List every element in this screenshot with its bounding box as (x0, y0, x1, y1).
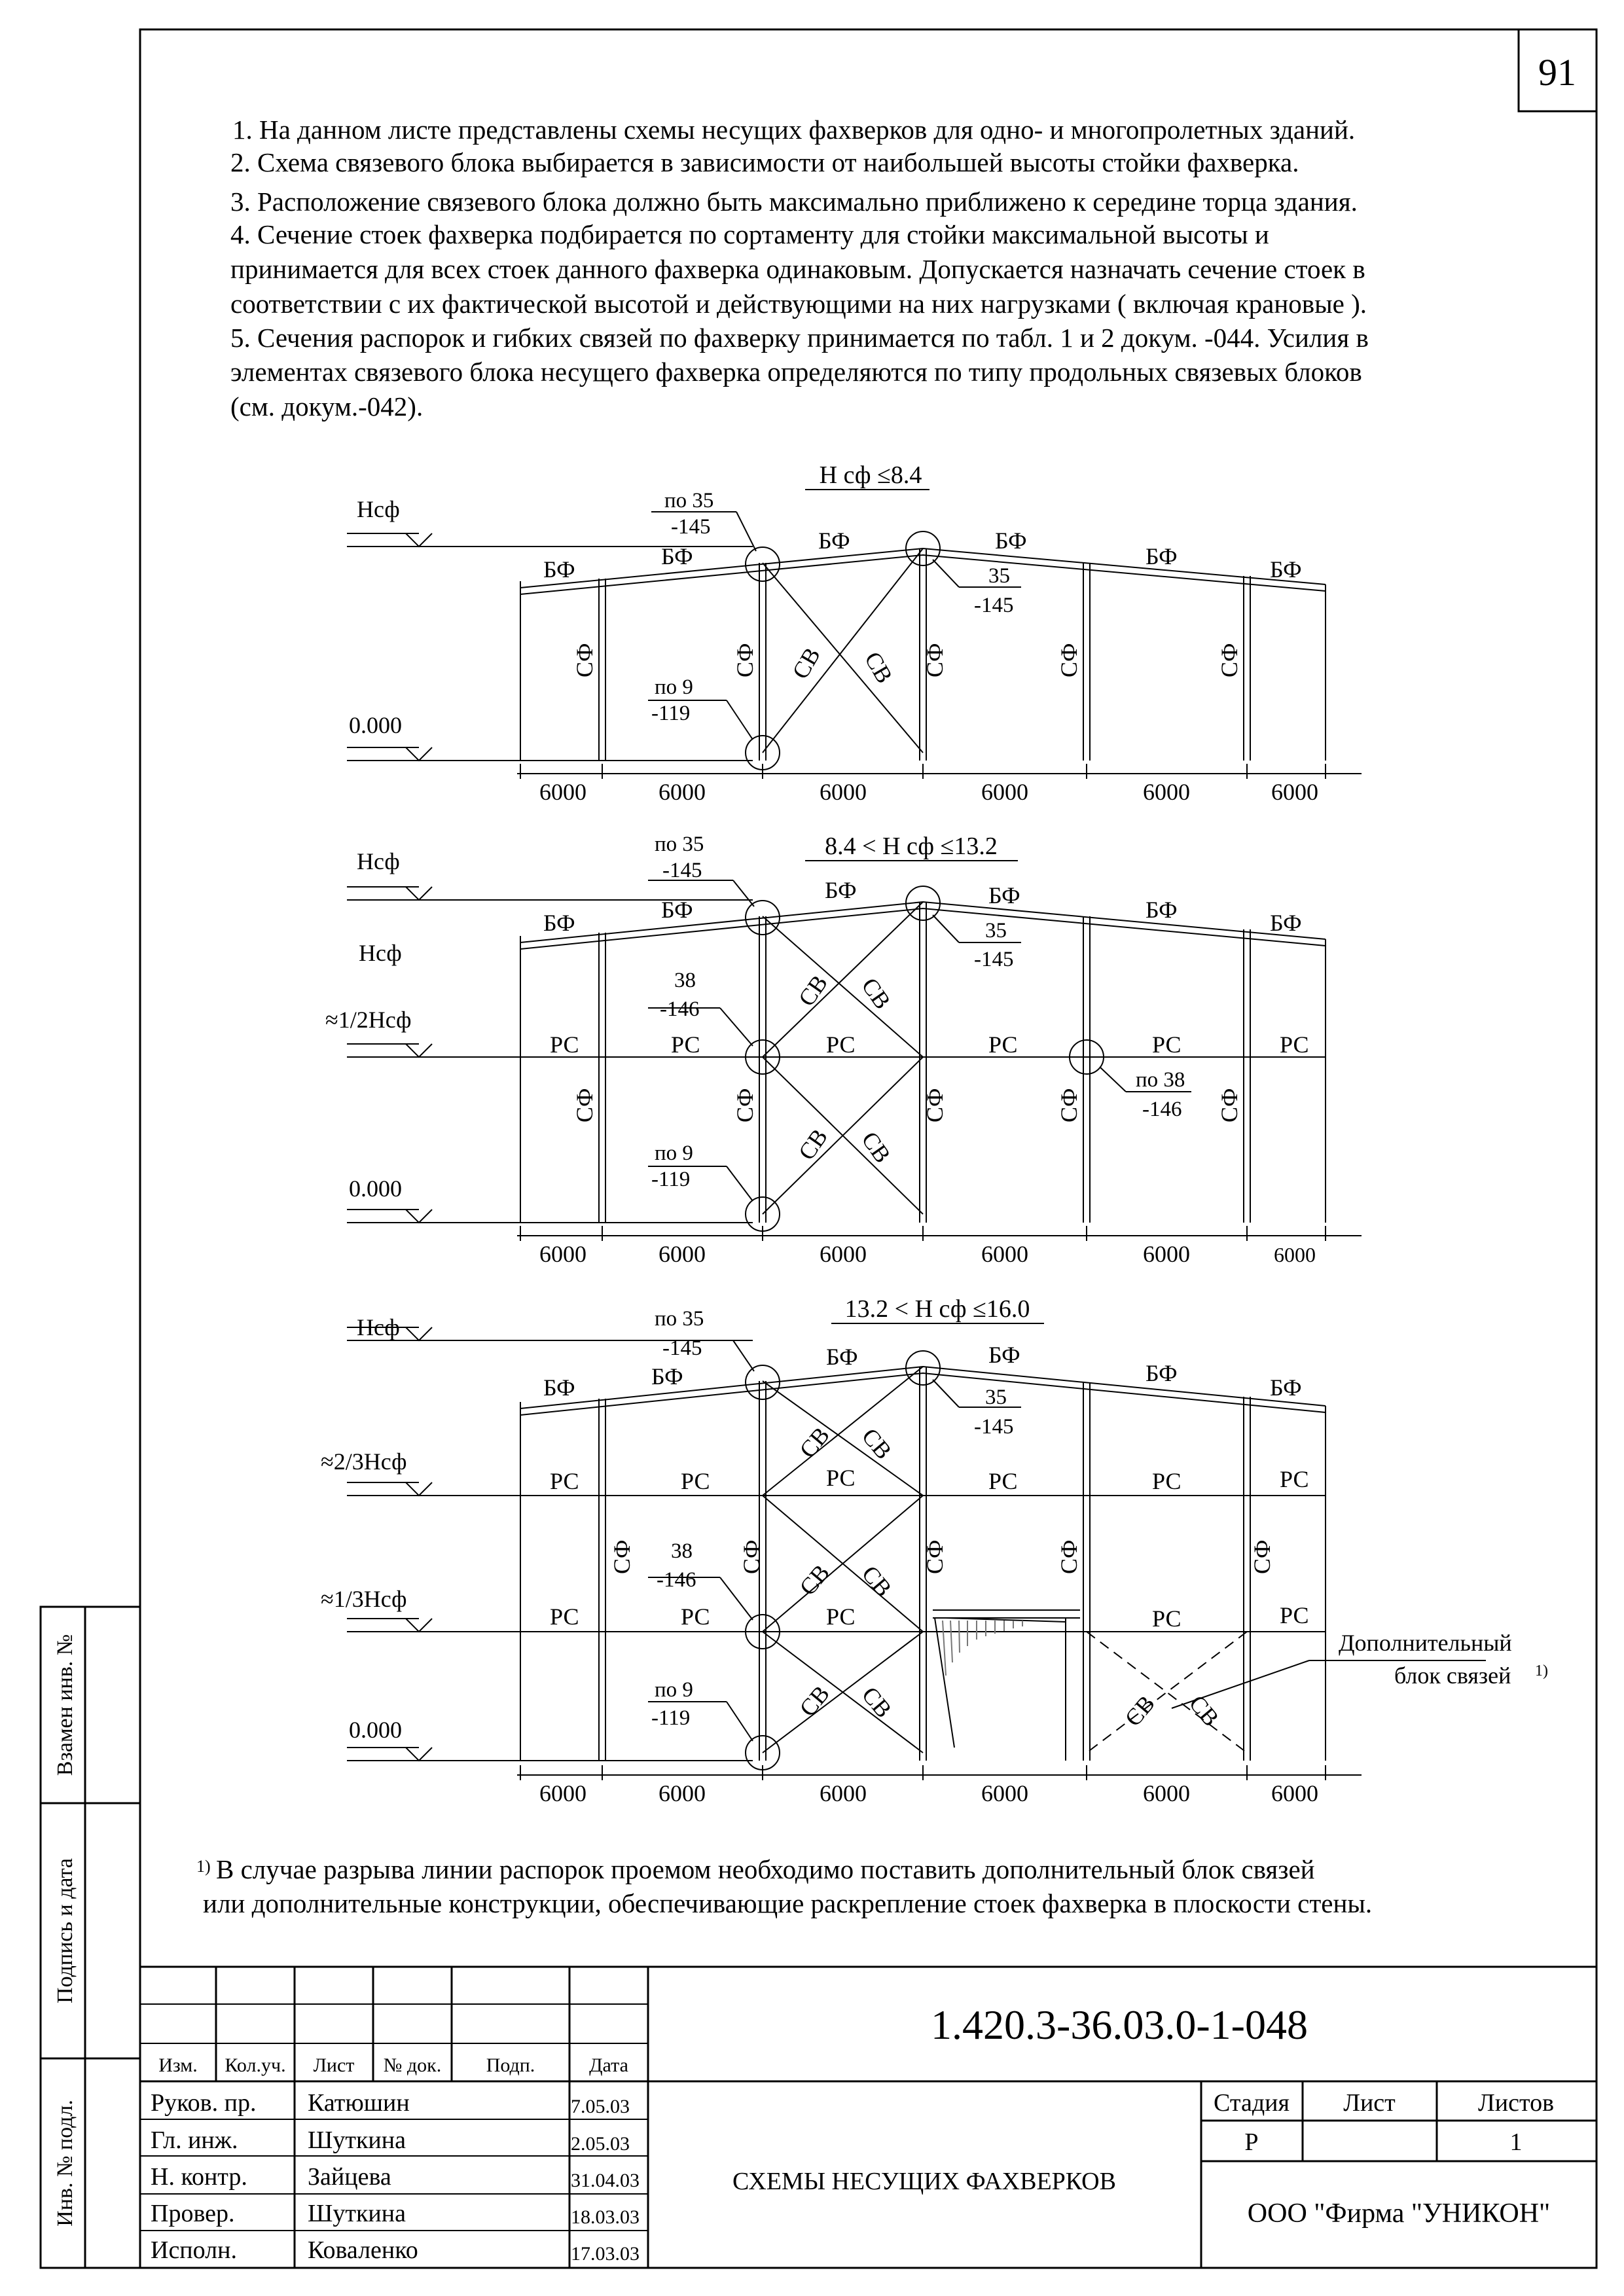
scheme-2 (325, 833, 1362, 1267)
scheme-2-callout-bottom-1: по 9 (655, 1141, 693, 1165)
scheme-1-bf-5: БФ (1146, 543, 1178, 569)
tb-sheets-value: 1 (1509, 2128, 1523, 2156)
scheme-1-callout-top-1: по 35 (664, 489, 714, 512)
tb-role-2: Гл. инж. (151, 2126, 238, 2154)
scheme-2-rs-4: РС (988, 1031, 1018, 1058)
scheme-2-rs-6: РС (1280, 1031, 1309, 1058)
scheme-1-zero-label: 0.000 (349, 712, 402, 738)
scheme-2-bf-4: БФ (988, 882, 1020, 908)
scheme-3-bf-6: БФ (1270, 1374, 1302, 1401)
tb-role-1: Руков. пр. (151, 2089, 257, 2117)
scheme-3 (321, 1295, 1548, 1806)
scheme-3-callout-right-2: -145 (974, 1415, 1014, 1439)
scheme-2-callout-right-1: 35 (985, 919, 1007, 942)
scheme-3-sv-6: СВ (856, 1681, 897, 1723)
scheme-2-dim-6: 6000 (1274, 1243, 1316, 1266)
scheme-1 (347, 461, 1362, 805)
side-stamp-inv: Инв. № подл. (53, 2100, 77, 2227)
scheme-1-hsf-label: Нсф (357, 496, 400, 522)
scheme-3-sf-1: СФ (609, 1539, 635, 1574)
scheme-2-sv-4: СВ (856, 1126, 896, 1168)
scheme-3-sv-5: СВ (794, 1680, 835, 1722)
scheme-2-dim-2: 6000 (659, 1241, 706, 1267)
scheme-1-dim-3: 6000 (820, 779, 867, 805)
scheme-3-callout-right-1: 35 (985, 1386, 1007, 1409)
scheme-3-bf-5: БФ (1146, 1360, 1178, 1386)
scheme-2-hsf-label-2: Нсф (359, 940, 402, 966)
tb-role-5: Исполн. (151, 2236, 237, 2264)
scheme-1-sf-1: СФ (571, 643, 598, 677)
tb-header-date: Дата (589, 2054, 628, 2076)
scheme-2-rs-1: РС (550, 1031, 579, 1058)
scheme-3-dim-6: 6000 (1271, 1780, 1318, 1806)
note-5-line-3: (см. докум.-042). (230, 391, 424, 422)
scheme-2-dim-5: 6000 (1143, 1241, 1190, 1267)
scheme-3-rs-10: РС (1152, 1605, 1182, 1632)
tb-name-1: Катюшин (308, 2089, 410, 2117)
scheme-2-bf-1: БФ (543, 910, 575, 936)
scheme-1-dim-1: 6000 (539, 779, 586, 805)
scheme-2-sf-3: СФ (922, 1088, 948, 1122)
scheme-3-sv-4: СВ (856, 1560, 897, 1602)
scheme-1-callout-bottom-1: по 9 (655, 675, 693, 699)
scheme-2-sf-1: СФ (571, 1088, 598, 1122)
scheme-2-hsf-label: Нсф (357, 848, 400, 874)
scheme-1-bf-1: БФ (543, 556, 575, 583)
scheme-2-sv-2: СВ (856, 973, 896, 1014)
scheme-2-callout-side-1: по 38 (1136, 1068, 1185, 1092)
note-5-line-2: элементах связевого блока несущего фахверка определяются по типу продольных связевых блоков (230, 357, 1362, 387)
scheme-1-callout-bottom-2: -119 (651, 702, 691, 725)
scheme-3-sf-3: СФ (922, 1539, 948, 1574)
extra-block-footnote-mark: 1) (1535, 1662, 1548, 1679)
scheme-3-two-thirds-label: ≈2/3Нсф (321, 1448, 407, 1475)
page-number: 91 (1538, 51, 1576, 94)
note-4-line-2: принимается для всех стоек данного фахверка одинаковым. Допускается назначать сечение стоек в (230, 254, 1365, 284)
scheme-2-rs-2: РС (671, 1031, 700, 1058)
note-2: 2. Схема связевого блока выбирается в зависимости от наибольшей высоты стойки фахверка. (230, 147, 1299, 177)
scheme-1-dim-4: 6000 (981, 779, 1028, 805)
tb-name-4: Шуткина (308, 2200, 406, 2227)
tb-name-3: Зайцева (308, 2163, 391, 2191)
scheme-2-bf-2: БФ (661, 897, 693, 923)
scheme-1-sf-4: СФ (1056, 643, 1082, 677)
scheme-3-rs-2: РС (681, 1468, 710, 1494)
scheme-2-callout-mid-1: 38 (674, 969, 696, 992)
doc-code: 1.420.3-36.03.0-1-048 (931, 2001, 1308, 2048)
tb-date-4: 18.03.03 (571, 2206, 640, 2228)
tb-header-izm: Изм. (158, 2054, 198, 2076)
tb-name-2: Шуткина (308, 2126, 406, 2154)
extra-block-label-2: блок связей (1394, 1662, 1511, 1689)
tb-sheets-header: Листов (1477, 2089, 1555, 2117)
scheme-2-callout-right-2: -145 (974, 948, 1014, 971)
scheme-1-bf-6: БФ (1270, 556, 1302, 583)
scheme-1-sf-3: СФ (922, 643, 948, 677)
tb-stage-header: Стадия (1214, 2089, 1290, 2117)
scheme-2-sv-1: СВ (793, 970, 833, 1011)
scheme-1-callout-right-2: -145 (974, 594, 1014, 617)
tb-date-1: 7.05.03 (571, 2096, 630, 2117)
scheme-3-rs-1: РС (550, 1468, 579, 1494)
scheme-3-rs-6: РС (1280, 1466, 1309, 1492)
footnote-mark: 1) (196, 1857, 211, 1876)
scheme-1-bf-3: БФ (818, 528, 850, 554)
scheme-3-sf-2: СФ (738, 1539, 765, 1574)
scheme-2-dim-4: 6000 (981, 1241, 1028, 1267)
note-4-line-1: 4. Сечение стоек фахверка подбирается по сортаменту для стойки максимальной высоты и (230, 219, 1269, 249)
scheme-1-dim-2: 6000 (659, 779, 706, 805)
scheme-1-sv-1: СВ (787, 643, 825, 683)
company-name: ООО "Фирма "УНИКОН" (1247, 2198, 1551, 2229)
scheme-3-sv-7: СВ (1119, 1690, 1161, 1732)
scheme-2-sf-5: СФ (1216, 1088, 1242, 1122)
scheme-2-zero-label: 0.000 (349, 1175, 402, 1202)
scheme-3-dim-1: 6000 (539, 1780, 586, 1806)
scheme-3-rs-3: РС (826, 1465, 856, 1491)
scheme-2-rs-3: РС (826, 1031, 856, 1058)
tb-stage-value: Р (1244, 2128, 1259, 2156)
tb-role-3: Н. контр. (151, 2163, 247, 2191)
scheme-3-hsf-label: Нсф (357, 1314, 400, 1340)
scheme-2-sf-2: СФ (732, 1088, 758, 1122)
scheme-2-rs-5: РС (1152, 1031, 1182, 1058)
scheme-3-dim-5: 6000 (1143, 1780, 1190, 1806)
scheme-3-sv-8: СВ (1183, 1690, 1225, 1731)
tb-name-5: Коваленко (308, 2236, 418, 2264)
scheme-3-callout-bottom-1: по 9 (655, 1678, 693, 1702)
tb-header-podp: Подп. (486, 2054, 535, 2076)
scheme-1-callout-top-2: -145 (671, 515, 711, 539)
footnote (196, 1854, 1372, 1918)
scheme-1-sf-5: СФ (1216, 643, 1242, 677)
tb-date-2: 2.05.03 (571, 2133, 630, 2155)
scheme-2-bf-6: БФ (1270, 910, 1302, 936)
opening-gate (943, 1621, 1022, 1676)
scheme-3-sf-5: СФ (1249, 1539, 1275, 1574)
scheme-3-sv-3: СВ (794, 1559, 835, 1601)
scheme-2-callout-mid-2: -146 (660, 997, 700, 1021)
scheme-3-sv-1: СВ (794, 1422, 835, 1463)
tb-header-doc: № док. (383, 2054, 442, 2076)
scheme-1-title: Н сф ≤8.4 (819, 461, 922, 489)
sheet-title: СХЕМЫ НЕСУЩИХ ФАХВЕРКОВ (732, 2168, 1116, 2195)
scheme-2-dim-3: 6000 (820, 1241, 867, 1267)
scheme-2-callout-top-1: по 35 (655, 833, 704, 856)
scheme-2-bf-3: БФ (825, 877, 857, 903)
tb-header-kolvo: Кол.уч. (225, 2054, 286, 2076)
scheme-2-half-label: ≈1/2Нсф (325, 1007, 412, 1033)
scheme-3-bf-3: БФ (826, 1344, 858, 1370)
scheme-3-zero-label: 0.000 (349, 1717, 402, 1743)
scheme-1-sf-2: СФ (732, 643, 758, 677)
side-stamp-vzamen: Взамен инв. № (53, 1634, 77, 1776)
general-notes (230, 115, 1369, 422)
scheme-3-rs-7: РС (550, 1604, 579, 1630)
scheme-3-callout-top-1: по 35 (655, 1307, 704, 1331)
scheme-3-rs-11: РС (1280, 1602, 1309, 1628)
scheme-2-dim-1: 6000 (539, 1241, 586, 1267)
tb-date-5: 17.03.03 (571, 2243, 640, 2265)
footnote-line-1: В случае разрыва линии распорок проемом необходимо поставить дополнительный блок связей (216, 1854, 1315, 1884)
footnote-line-2: или дополнительные конструкции, обеспечивающие раскрепление стоек фахверка в плоскости стены. (203, 1888, 1373, 1918)
scheme-3-bf-2: БФ (651, 1363, 683, 1390)
scheme-3-dim-2: 6000 (659, 1780, 706, 1806)
note-5-line-1: 5. Сечения распорок и гибких связей по фахверку принимается по табл. 1 и 2 докум. -044. Усилия в (230, 323, 1369, 353)
scheme-2-bf-5: БФ (1146, 897, 1178, 923)
scheme-3-sf-4: СФ (1056, 1539, 1082, 1574)
scheme-3-title: 13.2 < Н сф ≤16.0 (844, 1295, 1030, 1323)
scheme-2-callout-side-2: -146 (1142, 1098, 1182, 1121)
scheme-3-rs-8: РС (681, 1604, 710, 1630)
scheme-3-rs-9: РС (826, 1604, 856, 1630)
tb-role-4: Провер. (151, 2200, 235, 2227)
scheme-3-callout-mid-1: 38 (671, 1539, 693, 1563)
scheme-3-callout-mid-2: -146 (657, 1568, 696, 1592)
scheme-1-callout-right-1: 35 (988, 564, 1010, 588)
scheme-1-bf-2: БФ (661, 543, 693, 569)
scheme-2-sv-3: СВ (793, 1124, 833, 1165)
scheme-3-rs-5: РС (1152, 1468, 1182, 1494)
note-3: 3. Расположение связевого блока должно быть максимально приближено к середине торца здания. (230, 187, 1358, 217)
note-4-line-3: соответствии с их фактической высотой и действующими на них нагрузками ( включая крановые ). (230, 289, 1367, 319)
scheme-2-callout-top-2: -145 (662, 859, 702, 882)
tb-date-3: 31.04.03 (571, 2170, 640, 2191)
side-stamp-podpis: Подпись и дата (53, 1858, 77, 2003)
scheme-3-callout-top-2: -145 (662, 1336, 702, 1360)
scheme-1-dim-5: 6000 (1143, 779, 1190, 805)
scheme-3-callout-bottom-2: -119 (651, 1706, 691, 1730)
tb-sheet-header: Лист (1343, 2089, 1396, 2117)
scheme-1-sv-2: СВ (859, 647, 898, 688)
scheme-3-dim-3: 6000 (820, 1780, 867, 1806)
scheme-3-rs-4: РС (988, 1468, 1018, 1494)
extra-block-label-1: Дополнительный (1339, 1630, 1512, 1656)
scheme-3-dim-4: 6000 (981, 1780, 1028, 1806)
scheme-1-dim-6: 6000 (1271, 779, 1318, 805)
note-1: 1. На данном листе представлены схемы несущих фахверков для одно- и многопролетных зданий. (232, 115, 1356, 145)
scheme-3-one-third-label: ≈1/3Нсф (321, 1586, 407, 1612)
scheme-2-callout-bottom-2: -119 (651, 1168, 691, 1191)
scheme-3-bf-1: БФ (543, 1374, 575, 1401)
scheme-1-bf-4: БФ (995, 528, 1027, 554)
scheme-3-bf-4: БФ (988, 1342, 1020, 1368)
scheme-2-sf-4: СФ (1056, 1088, 1082, 1122)
scheme-2-title: 8.4 < Н сф ≤13.2 (825, 833, 998, 860)
tb-header-list: Лист (313, 2054, 355, 2076)
scheme-3-sv-2: СВ (856, 1423, 897, 1464)
